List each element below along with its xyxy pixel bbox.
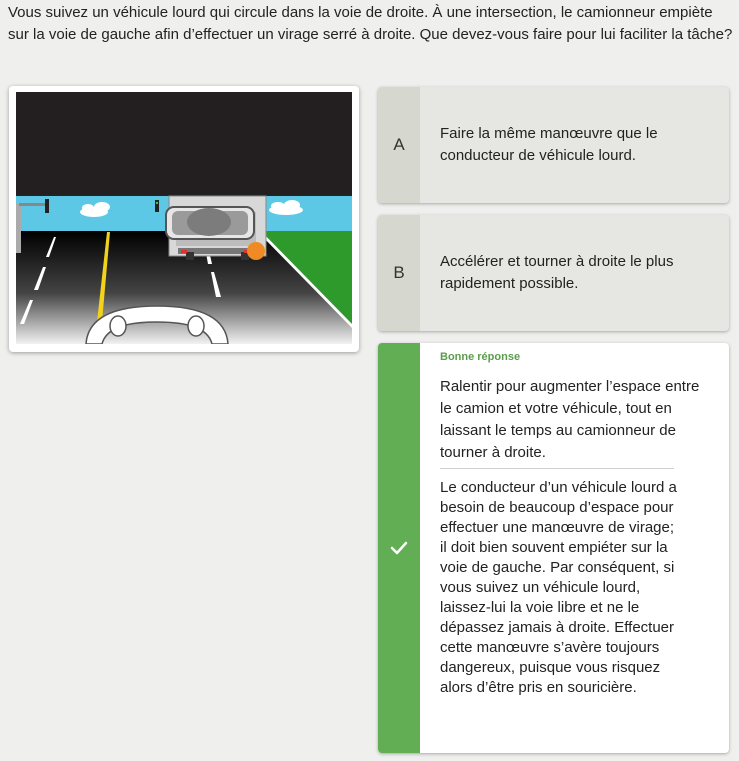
check-icon (390, 539, 408, 557)
answer-option-a[interactable] (378, 87, 729, 203)
scene-image-card (9, 86, 359, 352)
option-text-c: Ralentir pour augmenter l’espace entre le camion et votre véhicule, tout en laissant le temps au camionneur de tourner à droite. (440, 378, 700, 461)
option-letter-b: B (378, 215, 420, 331)
explanation-text: Le conducteur d’un véhicule lourd a besoin de beaucoup d’espace pour effectuer une manœuvre de virage; il doit bien souvent empiéter sur la voie de gauche. Par conséquent, si vous suivez un véhicule lourd, laissez-lui la voie libre et ne le dépassez jamais à droite. Effectuer cette manœuvre s’avère toujours dangereux, puisque vous risquez alors d’être pris en souricière. (440, 479, 677, 696)
correct-answer-label: Bonne réponse (440, 351, 521, 363)
road-scene-illustration (16, 92, 352, 344)
option-text-a: Faire la même manœuvre que le conducteur de véhicule lourd. (440, 125, 658, 164)
answer-option-b[interactable] (378, 215, 729, 331)
option-letter-a: A (378, 87, 420, 203)
correct-indicator (378, 343, 420, 753)
feedback-divider (440, 468, 674, 469)
option-text-b: Accélérer et tourner à droite le plus rapidement possible. (440, 253, 674, 292)
question-text: Vous suivez un véhicule lourd qui circule dans la voie de droite. À une intersection, le camionneur empiète sur la voie de gauche afin d’effectuer un virage serré à droite. Que devez-vous faire pour lui faciliter la tâche? (8, 4, 733, 43)
answer-option-c-correct[interactable] (378, 343, 729, 753)
